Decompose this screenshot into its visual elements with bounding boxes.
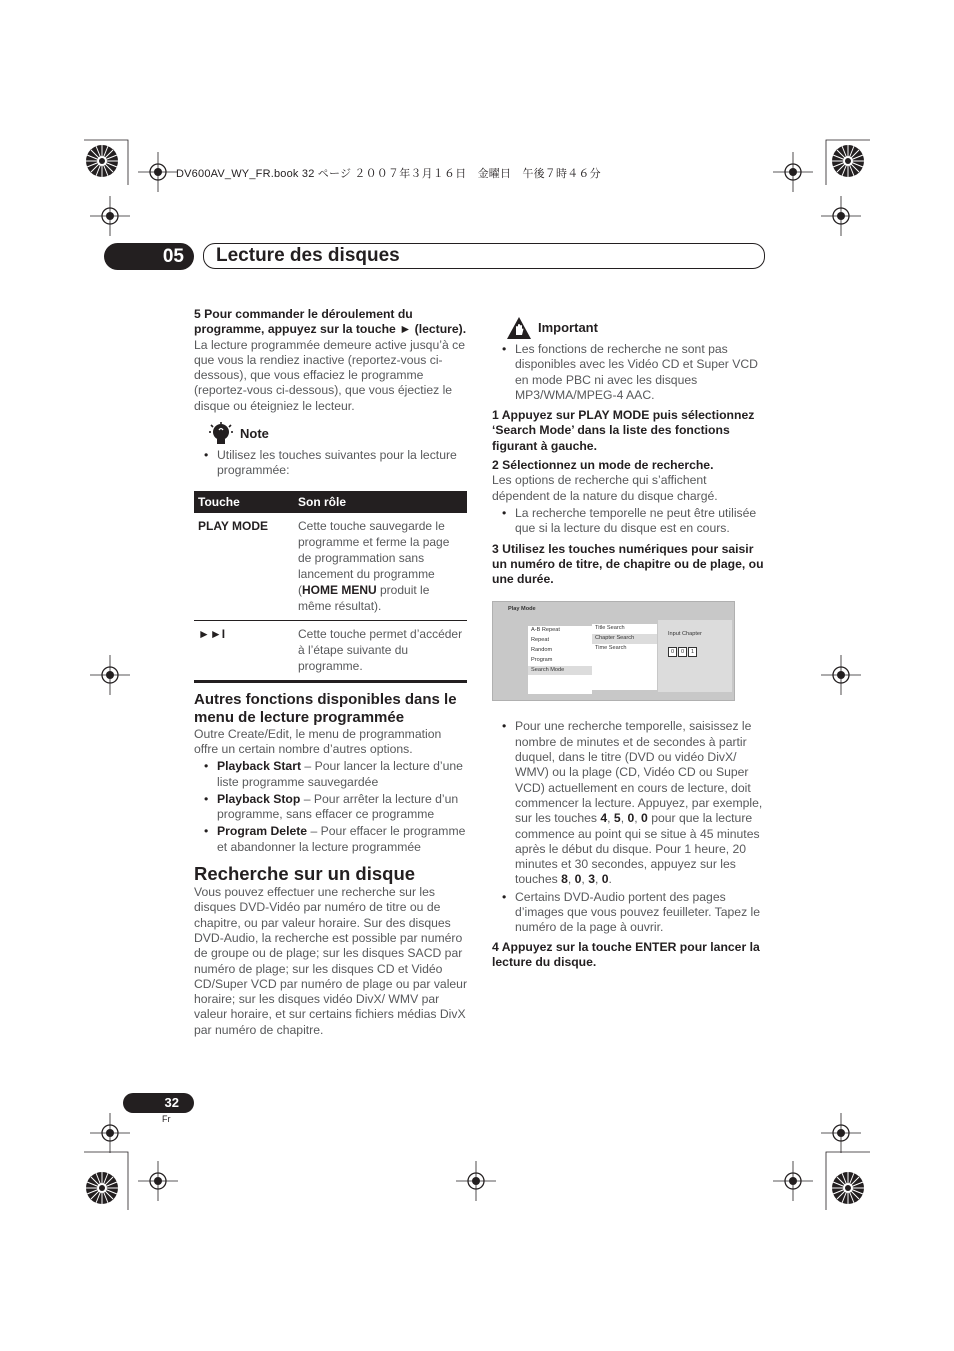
step5-label: 5 Pour commander le déroulement du programme, appuyez sur la touche ► (lecture). xyxy=(194,307,467,337)
osd-menu-item: Repeat xyxy=(531,637,550,644)
osd-digit: 0 xyxy=(668,647,677,657)
note-icon xyxy=(208,422,234,446)
step1: 1 Appuyez sur PLAY MODE puis sélectionnez ‘Search Mode’ dans la liste des fonctions figurant à gauche. xyxy=(492,408,755,453)
important-list xyxy=(492,342,766,403)
osd-submenu-item: Time Search xyxy=(595,645,627,652)
page-language: Fr xyxy=(162,1114,171,1124)
table-row xyxy=(194,513,467,621)
osd-submenu xyxy=(592,624,657,690)
table-desc: Cette touche permet d’accéder à l’étape suivante du programme. xyxy=(294,620,467,681)
note-list xyxy=(194,448,468,479)
other-functions-intro: Outre Create/Edit, le menu de programmation offre un certain nombre d’autres options. xyxy=(194,726,442,756)
file-info-header: DV600AV_WY_FR.book 32 ページ ２００７年３月１６日 金曜日 午後７時４６分 xyxy=(176,168,601,180)
step5-body: La lecture programmée demeure active jusqu’à ce que vous la rendiez inactive (reportez-vous ci-dessous), que vous effaciez le programme (reportez-vous ci-dessous), que vous éjectiez le disque ou éteigniez le lecteur. xyxy=(194,337,465,413)
step2-list xyxy=(492,506,766,537)
important-heading xyxy=(492,316,766,340)
list-item: • Pour une recherche temporelle, saisissez le nombre de minutes et de secondes à partir duquel, dans le titre (DVD ou vidéo DivX/ WMV) ou la plage (CD, Vidéo CD ou Super VCD) actuellement en cours de lecture, doit commencer la lecture. Appuyez, par exemple, sur les touches 4, 5, 0, 0 pour que la lecture commence au point qui se situe à 45 minutes après le début du disque. Pour 1 heure, 20 minutes et 30 secondes, appuyez sur les touches 8, 0, 3, 0. xyxy=(515,719,766,887)
other-functions-list xyxy=(194,759,468,855)
list-item: • Program Delete – Pour effacer le programme et abandonner la lecture programmée xyxy=(217,824,468,855)
note-item: • Utilisez les touches suivantes pour la lecture programmée: xyxy=(217,448,468,479)
osd-menu xyxy=(528,626,592,694)
right-column xyxy=(492,316,766,970)
chapter-number: 05 xyxy=(104,243,194,270)
important-item: • Les fonctions de recherche ne sont pas disponibles avec les Vidéo CD et Super VCD en mode PBC ni avec les disques MP3/WMA/MPEG-4 AAC. xyxy=(515,342,766,403)
list-item: • Playback Start – Pour lancer la lecture d’une liste programme sauvegardée xyxy=(217,759,468,790)
osd-submenu-item: Title Search xyxy=(595,625,625,632)
search-section-heading: Recherche sur un disque xyxy=(194,863,416,885)
osd-title: Play Mode xyxy=(508,606,536,613)
osd-digits xyxy=(668,647,698,657)
step3: 3 Utilisez les touches numériques pour saisir un numéro de titre, de chapitre ou de plage, ou une durée. xyxy=(492,541,764,587)
left-column xyxy=(194,307,468,1038)
table-key: PLAY MODE xyxy=(194,513,294,621)
list-item: • Playback Stop – Pour arrêter la lecture d’un programme, sans effacer ce programme xyxy=(217,792,468,823)
step2-label: 2 Sélectionnez un mode de recherche. xyxy=(492,458,714,473)
table-row xyxy=(194,620,467,681)
table-desc: Cette touche sauvegarde le programme et ferme la page de programmation sans lancement du programme (HOME MENU produit le même résultat). xyxy=(294,513,467,621)
chapter-title: Lecture des disques xyxy=(216,245,400,266)
osd-submenu-item-selected: Chapter Search xyxy=(592,634,657,644)
other-functions-heading: Autres fonctions disponibles dans le menu de lecture programmée xyxy=(194,690,457,726)
table-header-role: Son rôle xyxy=(294,491,467,513)
play-mode-screen xyxy=(492,601,735,701)
search-section-body: Vous pouvez effectuer une recherche sur les disques DVD-Vidéo par numéro de titre ou de chapitre, ou par valeur horaire. Sur des disques DVD-Audio, la recherche est possible par numéro de groupe ou de plage; sur les disques SACD par numéro de plage; sur les disques CD et Vidéo CD/Super VCD par numéro de plage ou par valeur horaire; sur les disques vidéo DivX/ WMV par valeur horaire, et sur certains fichiers médias DivX par numéro de chapitre. xyxy=(194,885,468,1037)
note-title: Note xyxy=(240,426,269,442)
osd-digit: 1 xyxy=(688,647,697,657)
step2-body: Les options de recherche qui s’affichent dépendent de la nature du disque chargé. xyxy=(492,473,718,503)
page-number: 32 xyxy=(123,1093,194,1113)
osd-input-panel xyxy=(658,620,732,692)
table-key: ►►I xyxy=(194,620,294,681)
warning-hand-icon xyxy=(506,316,532,340)
keys-table xyxy=(194,491,467,683)
step4: 4 Appuyez sur la touche ENTER pour lancer la lecture du disque. xyxy=(492,939,760,969)
osd-menu-item: Random xyxy=(531,647,553,654)
osd-input-label: Input Chapter xyxy=(668,631,702,638)
step2-item: • La recherche temporelle ne peut être utilisée que si la lecture du disque est en cours. xyxy=(515,506,766,537)
list-item: • Certains DVD-Audio portent des pages d’images que vous pouvez feuilleter. Tapez le numéro de la page à ouvrir. xyxy=(515,890,766,936)
osd-digit: 0 xyxy=(678,647,687,657)
osd-menu-item: A-B Repeat xyxy=(531,627,560,634)
table-header-key: Touche xyxy=(194,491,294,513)
osd-menu-item: Program xyxy=(531,656,553,663)
note-heading xyxy=(194,422,468,446)
osd-menu-item-selected: Search Mode xyxy=(528,666,592,676)
important-title: Important xyxy=(538,320,598,336)
search-tips-list xyxy=(492,719,766,935)
